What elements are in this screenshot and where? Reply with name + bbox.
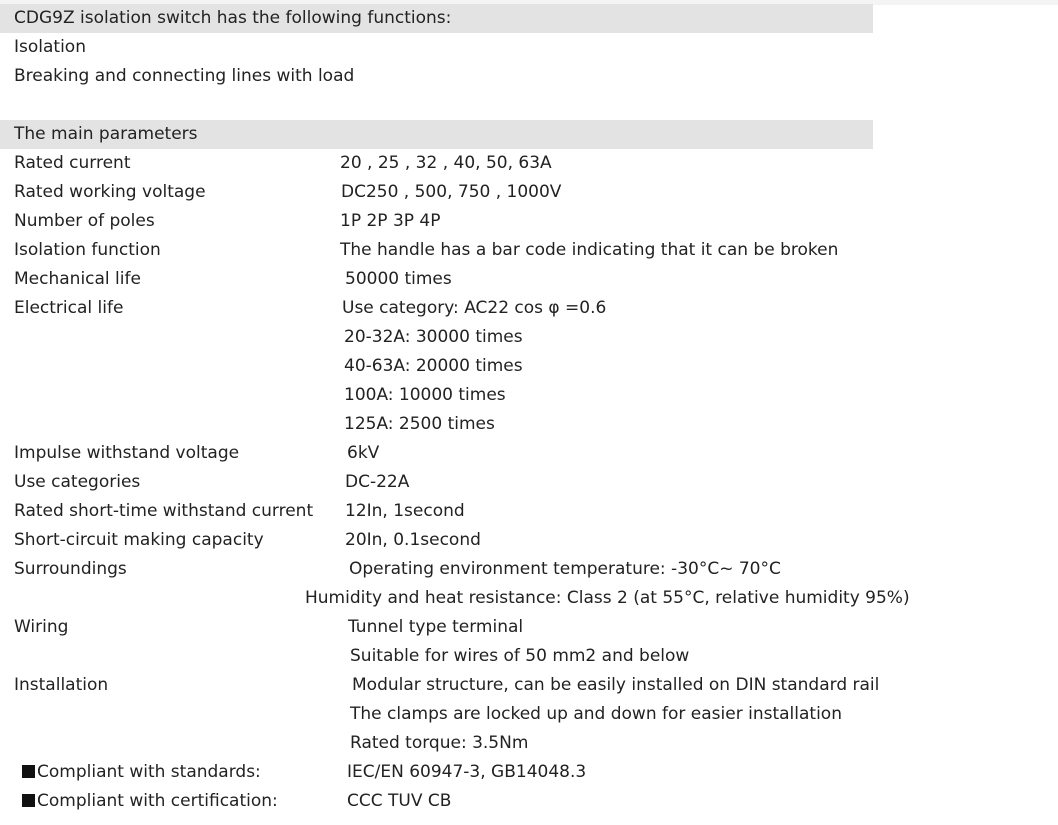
compliance-certification-row bbox=[22, 787, 278, 816]
param-value-impulse-voltage: 6kV bbox=[347, 443, 380, 463]
param-label-isolation-function: Isolation function bbox=[14, 240, 161, 260]
param-value-rated-voltage: DC250 , 500, 750 , 1000V bbox=[341, 182, 562, 202]
param-value-electrical-life-category: Use category: AC22 cos φ =0.6 bbox=[342, 298, 607, 318]
function-item-isolation: Isolation bbox=[14, 37, 86, 57]
param-value-isolation-function: The handle has a bar code indicating that it can be broken bbox=[340, 240, 839, 260]
parameters-heading: The main parameters bbox=[14, 124, 198, 144]
param-label-making-capacity: Short-circuit making capacity bbox=[14, 530, 264, 550]
param-value-mechanical-life: 50000 times bbox=[345, 269, 452, 289]
param-value-installation-torque: Rated torque: 3.5Nm bbox=[350, 733, 529, 753]
param-value-rated-current: 20 , 25 , 32 , 40, 50, 63A bbox=[340, 153, 552, 173]
param-value-electrical-life-20-32a: 20-32A: 30000 times bbox=[344, 327, 523, 347]
param-label-electrical-life: Electrical life bbox=[14, 298, 124, 318]
compliance-standards-label: Compliant with standards: bbox=[37, 762, 261, 782]
param-label-short-time-current: Rated short-time withstand current bbox=[14, 501, 314, 521]
function-item-breaking: Breaking and connecting lines with load bbox=[14, 66, 355, 86]
param-label-rated-current: Rated current bbox=[14, 153, 131, 173]
param-value-installation-clamps: The clamps are locked up and down for easier installation bbox=[350, 704, 842, 724]
compliance-certification-value: CCC TUV CB bbox=[347, 791, 452, 811]
compliance-standards-row bbox=[22, 758, 261, 787]
param-label-surroundings: Surroundings bbox=[14, 559, 127, 579]
param-value-electrical-life-125a: 125A: 2500 times bbox=[344, 414, 495, 434]
param-label-impulse-voltage: Impulse withstand voltage bbox=[14, 443, 240, 463]
param-value-humidity-resistance: Humidity and heat resistance: Class 2 (at 55°C, relative humidity 95%) bbox=[305, 588, 910, 608]
param-label-poles: Number of poles bbox=[14, 211, 155, 231]
compliance-certification-label: Compliant with certification: bbox=[37, 791, 278, 811]
param-value-wiring-terminal: Tunnel type terminal bbox=[348, 617, 524, 637]
param-label-rated-voltage: Rated working voltage bbox=[14, 182, 206, 202]
param-value-wiring-size: Suitable for wires of 50 mm2 and below bbox=[350, 646, 690, 666]
param-value-electrical-life-40-63a: 40-63A: 20000 times bbox=[344, 356, 523, 376]
param-value-electrical-life-100a: 100A: 10000 times bbox=[344, 385, 506, 405]
param-value-installation-din-rail: Modular structure, can be easily installed on DIN standard rail bbox=[352, 675, 880, 695]
black-square-bullet-icon bbox=[22, 765, 35, 778]
compliance-standards-value: IEC/EN 60947-3, GB14048.3 bbox=[347, 762, 587, 782]
param-value-operating-temperature: Operating environment temperature: -30°C~ 70°C bbox=[349, 559, 781, 579]
functions-heading: CDG9Z isolation switch has the following functions: bbox=[14, 8, 452, 28]
param-label-installation: Installation bbox=[14, 675, 109, 695]
param-label-use-categories: Use categories bbox=[14, 472, 141, 492]
param-label-mechanical-life: Mechanical life bbox=[14, 269, 141, 289]
param-value-short-time-current: 12In, 1second bbox=[345, 501, 465, 521]
black-square-bullet-icon bbox=[22, 794, 35, 807]
param-value-making-capacity: 20In, 0.1second bbox=[345, 530, 481, 550]
param-value-use-categories: DC-22A bbox=[345, 472, 410, 492]
param-value-poles: 1P 2P 3P 4P bbox=[340, 211, 441, 231]
param-label-wiring: Wiring bbox=[14, 617, 69, 637]
